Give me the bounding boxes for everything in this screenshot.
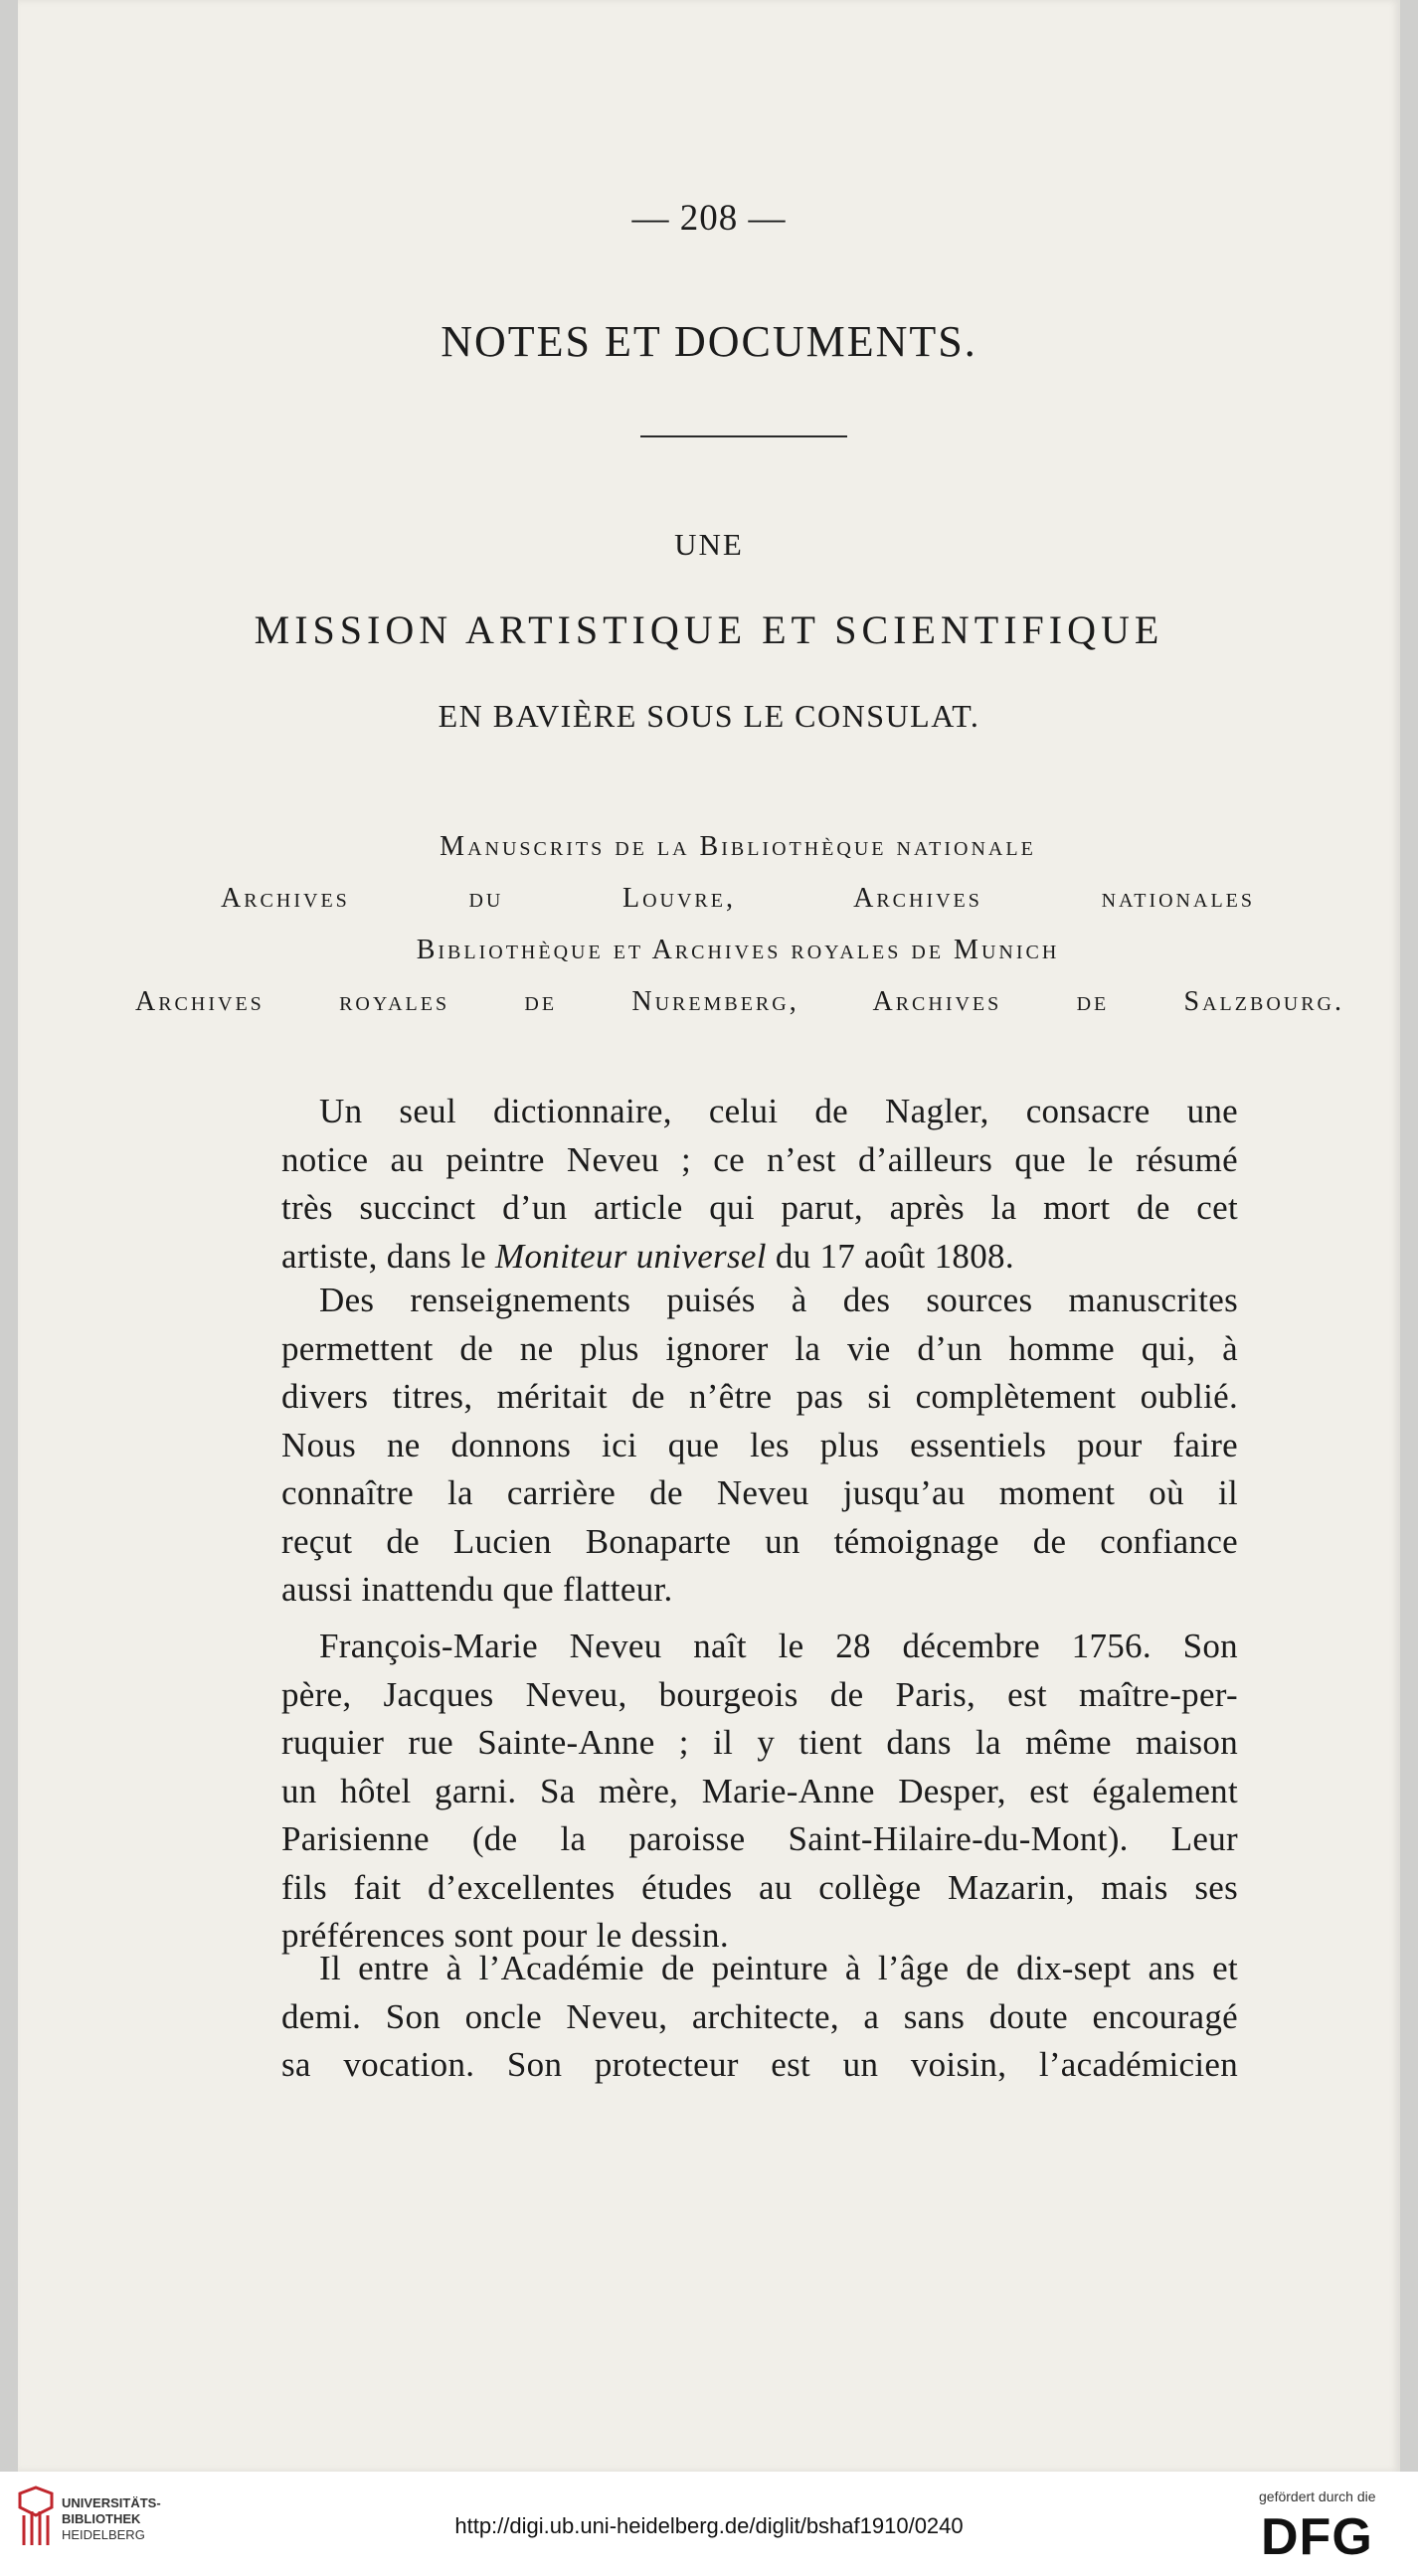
text-line: père, Jacques Neveu, bourgeois de Paris, est maître-per- — [281, 1674, 1238, 1714]
text-line: notice au peintre Neveu ; ce n’est d’ailleurs que le résumé — [281, 1139, 1238, 1179]
title-divider — [640, 435, 847, 437]
text-line: Il entre à l’Académie de peinture à l’âge de dix-sept ans et — [319, 1949, 1238, 1987]
article-title-prefix: UNE — [674, 527, 744, 562]
text-line: fils fait d’excellentes études au collège Mazarin, mais ses — [281, 1867, 1238, 1907]
text-line: aussi inattendu que flatteur. — [281, 1570, 673, 1609]
text-fragment: artiste, dans le — [281, 1236, 486, 1276]
text-line: demi. Son oncle Neveu, architecte, a sans doute encouragé — [281, 1996, 1238, 2036]
permalink-url[interactable]: http://digi.ub.uni-heidelberg.de/diglit/bshaf1910/0240 — [454, 2513, 964, 2538]
article-subtitle: EN BAVIÈRE SOUS LE CONSULAT. — [438, 698, 980, 734]
text-line — [281, 1233, 1238, 1282]
source-line: Bibliothèque et Archives royales de Munich — [416, 935, 1060, 965]
paragraph-4 — [281, 1945, 1238, 2090]
page-number: — 208 — — [631, 198, 787, 239]
text-line: Parisienne (de la paroisse Saint-Hilaire-du-Mont). Leur — [281, 1819, 1238, 1858]
source-line: Archives royales de Nuremberg, Archives de Salzbourg. — [135, 986, 1344, 1017]
text-line: Des renseignements puisés à des sources manuscrites — [319, 1281, 1238, 1319]
text-line: François-Marie Neveu naît le 28 décembre 1756. Son — [319, 1627, 1238, 1665]
text-line: Nous ne donnons ici que les plus essentiels pour faire — [281, 1425, 1238, 1464]
paragraph-2 — [281, 1277, 1238, 1615]
text-line: permettent de ne plus ignorer la vie d’un homme qui, à — [281, 1328, 1238, 1368]
text-line: reçut de Lucien Bonaparte un témoignage de confiance — [281, 1521, 1238, 1561]
journal-title: Moniteur universel — [495, 1236, 767, 1276]
text-line: préférences sont pour le dessin. — [281, 1916, 729, 1955]
text-line: un hôtel garni. Sa mère, Marie-Anne Desper, est également — [281, 1771, 1238, 1810]
funding-label: gefördert durch die — [1259, 2489, 1376, 2504]
source-line: Manuscrits de la Bibliothèque nationale — [440, 831, 1036, 862]
text-line: Un seul dictionnaire, celui de Nagler, consacre une — [319, 1092, 1238, 1130]
article-title: MISSION ARTISTIQUE ET SCIENTIFIQUE — [254, 607, 1164, 652]
text-line: sa vocation. Son protecteur est un voisin, l’académicien — [281, 2045, 1238, 2084]
paragraph-3 — [281, 1623, 1238, 1961]
text-line: très succinct d’un article qui parut, après la mort de cet — [281, 1188, 1238, 1227]
text-line: divers titres, méritait de n’être pas si complètement oublié. — [281, 1377, 1238, 1416]
section-title: NOTES ET DOCUMENTS. — [441, 317, 977, 366]
sources-list — [135, 821, 1344, 1028]
paragraph-1 — [281, 1088, 1238, 1281]
source-line: Archives du Louvre, Archives nationales — [221, 883, 1255, 914]
dfg-logo: DFG — [1261, 2508, 1373, 2566]
library-name-line: UNIVERSITÄTS- — [62, 2495, 161, 2510]
text-line: ruquier rue Sainte-Anne ; il y tient dans la même maison — [281, 1723, 1238, 1762]
library-name-line: BIBLIOTHEK — [62, 2511, 141, 2526]
text-fragment: du 17 août 1808. — [775, 1236, 1014, 1276]
library-name-line: HEIDELBERG — [62, 2527, 145, 2542]
text-line: connaître la carrière de Neveu jusqu’au moment où il — [281, 1473, 1238, 1512]
